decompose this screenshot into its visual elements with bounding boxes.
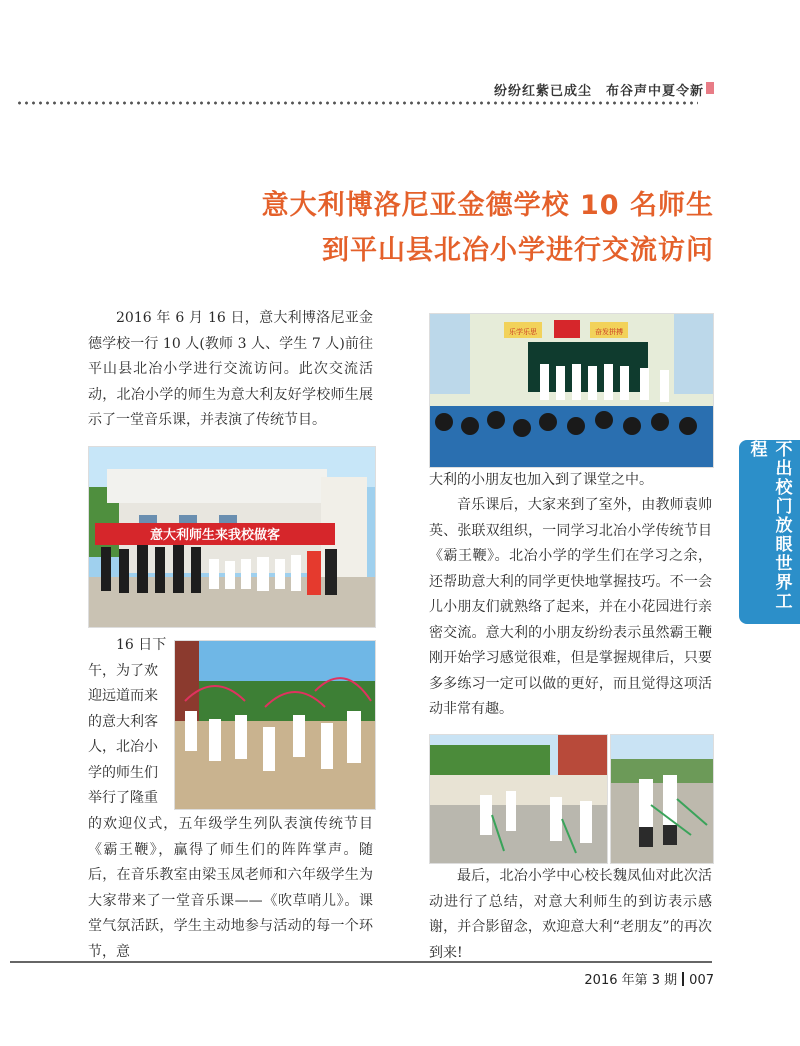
footer-issue bbox=[584, 969, 714, 988]
running-header-slogan: 纷纷红紫已成尘 布谷声中夏令新 bbox=[493, 84, 704, 99]
photo-music-classroom bbox=[429, 313, 714, 468]
article-paragraph-2-narrow bbox=[88, 633, 170, 812]
section-side-tab-label: 不出校门放眼世界工程 bbox=[746, 440, 792, 611]
header-dotted-rule bbox=[16, 100, 698, 106]
footer-separator bbox=[682, 972, 684, 986]
section-side-tab bbox=[739, 440, 800, 624]
article-paragraph-2-wide: 的欢迎仪式，五年级学生列队表演传统节目《霸王鞭》，赢得了师生们的阵阵掌声。随后，在音乐教室由梁玉凤老师和六年级学生为大家带来了一堂音乐课——《吹草哨儿》。课堂气氛活跃，学生主动地参与活动的每一个环节，意 bbox=[88, 816, 373, 960]
classroom-plaque-1: 乐学乐思 bbox=[509, 328, 537, 336]
article-paragraph-3-continuation: 大利的小朋友也加入到了课堂之中。 bbox=[429, 472, 653, 488]
article-paragraph-5: 最后，北冶小学中心校长魏凤仙对此次活动进行了总结，对意大利师生的到访表示感谢，并合影留念，欢迎意大利“老朋友”的再次到来! bbox=[429, 868, 712, 961]
photo-students-in-courtyard bbox=[429, 734, 608, 864]
footer-issue-label: 2016 年第 3 期 bbox=[584, 973, 678, 988]
article-paragraph-1: 2016 年 6 月 16 日，意大利博洛尼亚金德学校一行 10 人(教师 3 人、学生 7 人)前往平山县北冶小学进行交流访问。此次交流活动，北冶小学的师生为意大利友好学校师生展示了一堂音乐课，并表演了传统节目。 bbox=[88, 310, 373, 428]
article-title-line-2: 到平山县北冶小学进行交流访问 bbox=[322, 235, 714, 266]
photo-whip-performance bbox=[174, 640, 376, 810]
classroom-plaque-2: 奋发拼搏 bbox=[595, 328, 623, 336]
photo-two-girls-practicing bbox=[610, 734, 714, 864]
footer-rule bbox=[10, 961, 712, 963]
photo-banner-text: 意大利师生来我校做客 bbox=[149, 528, 281, 543]
article-title bbox=[262, 183, 714, 273]
header-color-mark bbox=[706, 82, 714, 94]
article-paragraph-2-narrow-text: 16 日下午，为了欢迎远道而来的意大利客人，北冶小学的师生们举行了隆重 bbox=[88, 637, 167, 806]
article-title-line-1: 意大利博洛尼亚金德学校 10 名师生 bbox=[261, 190, 714, 221]
footer-page-number: 007 bbox=[689, 973, 714, 988]
photo-group-at-school-gate bbox=[88, 446, 376, 628]
article-paragraph-4: 音乐课后，大家来到了室外，由教师袁帅英、张联双组织，一同学习北冶小学传统节目《霸王鞭》。北冶小学的学生们在学习之余，还帮助意大利的同学更快地掌握技巧。不一会儿小朋友们就熟络了起来，并在小花园进行亲密交流。意大利的小朋友纷纷表示虽然霸王鞭刚开始学习感觉很难，但是掌握规律后，只要多多练习一定可以做的更好，而且觉得这项活动非常有趣。 bbox=[429, 497, 712, 717]
